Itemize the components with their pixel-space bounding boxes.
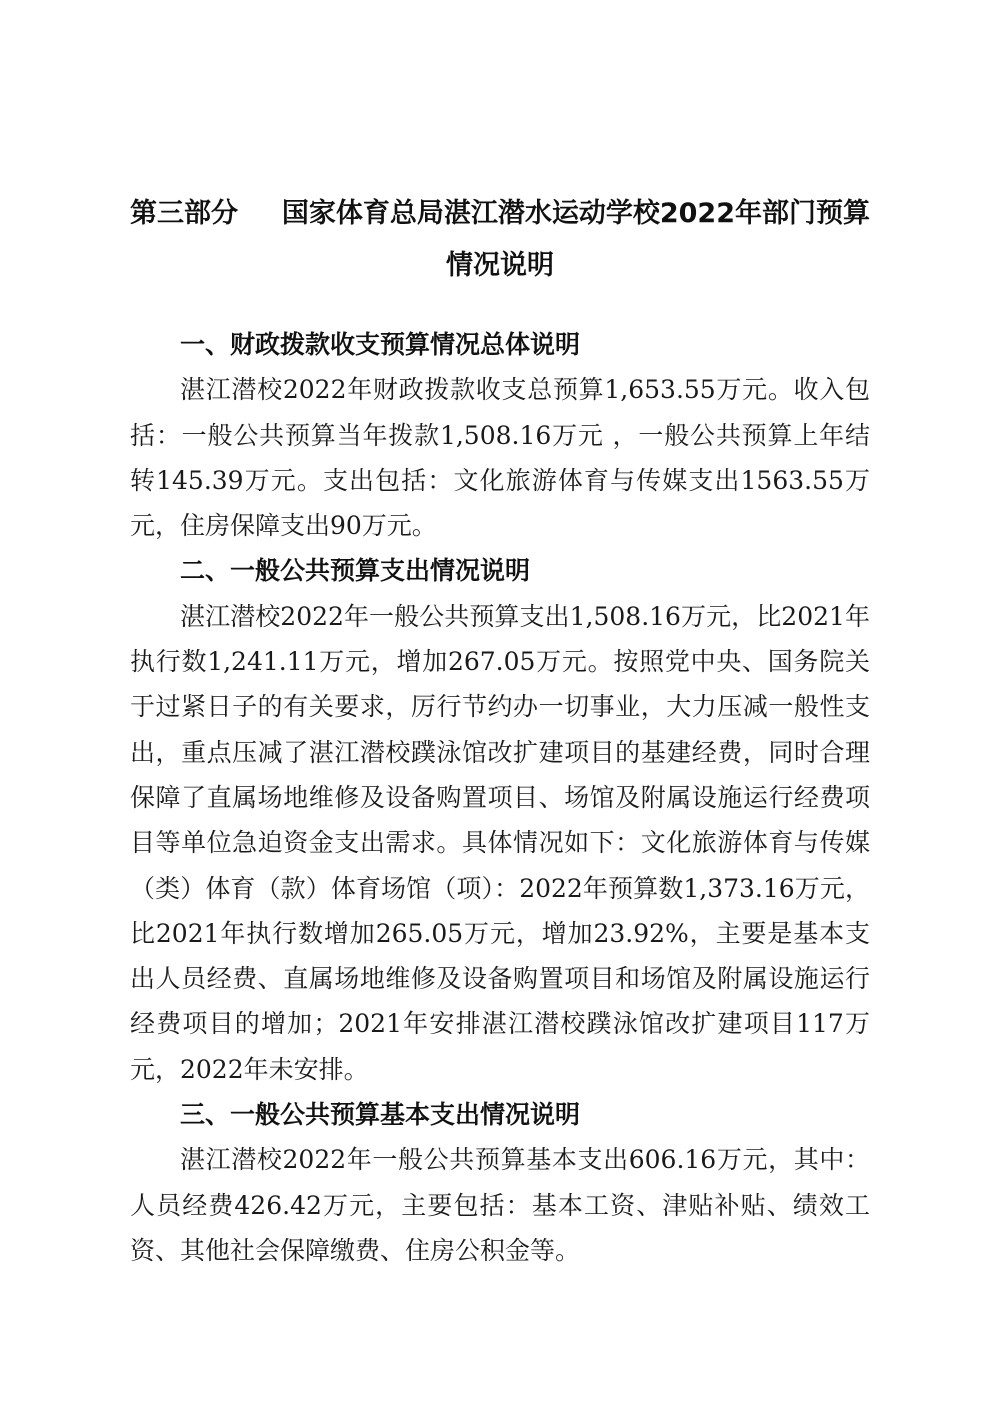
title-part-label: 第三部分 <box>130 198 238 229</box>
section-overall-budget <box>130 322 870 548</box>
section-heading: 二、一般公共预算支出情况说明 <box>180 556 531 586</box>
section-general-expenditure <box>130 548 870 1092</box>
section-basic-expenditure <box>130 1092 870 1273</box>
section-paragraph: 湛江潜校2022年财政拨款收支总预算1,653.55万元。收入包括：一般公共预算当年拨款1,508.16万元 ，一般公共预算上年结转145.39万元。支出包括：文化旅游体育与传媒支出1563.55万元，住房保障支出90万元。 <box>130 375 870 541</box>
section-heading: 一、财政拨款收支预算情况总体说明 <box>180 330 581 359</box>
document-body <box>130 322 870 1273</box>
section-heading: 三、一般公共预算基本支出情况说明 <box>180 1100 581 1130</box>
title-second-line: 情况说明 <box>446 250 554 281</box>
section-paragraph: 湛江潜校2022年一般公共预算支出1,508.16万元，比2021年执行数1,241.11万元，增加267.05万元。按照党中央、国务院关于过紧日子的有关要求，厉行节约办一切事业，大力压减一般性支出，重点压减了湛江潜校蹼泳馆改扩建项目的基建经费，同时合理保障了直属场地维修及设备购置项目、场馆及附属设施运行经费项目等单位急迫资金支出需求。具体情况如下：文化旅游体育与传媒（类）体育（款）体育场馆（项）：2022年预算数1,373.16万元，比2021年执行数增加265.05万元，增加23.92%，主要是基本支出人员经费、直属场地维修及设备购置项目和场馆及附属设施运行经费项目的增加；2021年安排湛江潜校蹼泳馆改扩建项目117万元，2022年未安排。 <box>130 601 870 1084</box>
title-first-line <box>130 188 870 240</box>
section-paragraph: 湛江潜校2022年一般公共预算基本支出606.16万元，其中：人员经费426.42万元，主要包括：基本工资、津贴补贴、绩效工资、其他社会保障缴费、住房公积金等。 <box>130 1145 870 1265</box>
document-title <box>130 188 870 292</box>
title-main-text: 国家体育总局湛江潜水运动学校2022年部门预算 <box>281 198 870 229</box>
